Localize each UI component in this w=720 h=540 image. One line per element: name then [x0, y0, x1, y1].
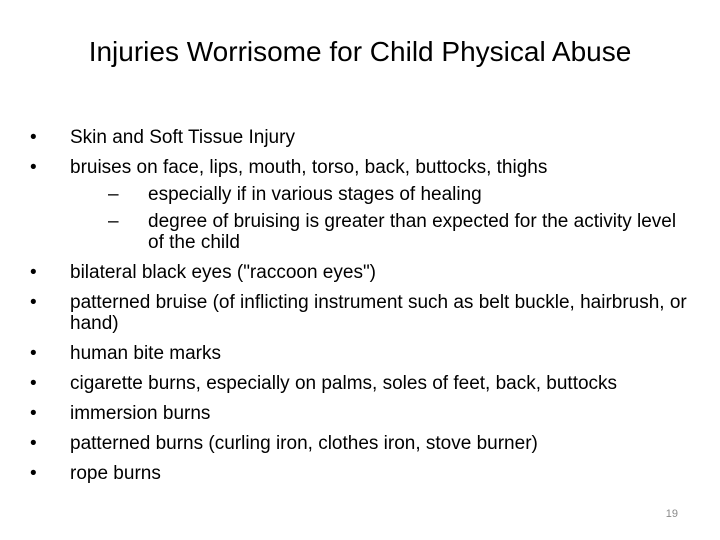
bullet-item: [30, 343, 690, 364]
bullet-text: bilateral black eyes ("raccoon eyes"): [70, 262, 377, 283]
sub-bullet-item: [88, 211, 690, 253]
sub-bullet-item: [88, 184, 690, 205]
bullet-text: immersion burns: [70, 403, 211, 424]
bullet-dot-icon: •: [30, 373, 37, 394]
bullet-text: Skin and Soft Tissue Injury: [70, 127, 295, 148]
bullet-dot-icon: •: [30, 463, 37, 484]
sub-bullet-list: [70, 184, 690, 253]
bullet-dot-icon: •: [30, 403, 37, 424]
bullet-dot-icon: •: [30, 433, 37, 454]
bullet-dot-icon: •: [30, 343, 37, 364]
dash-icon: –: [108, 184, 119, 205]
sub-bullet-text: degree of bruising is greater than expected for the activity level of the child: [148, 211, 677, 253]
bullet-item: [30, 373, 690, 394]
sub-bullet-text: especially if in various stages of healing: [148, 184, 482, 205]
bullet-text: cigarette burns, especially on palms, soles of feet, back, buttocks: [70, 373, 618, 394]
bullet-text: rope burns: [70, 463, 161, 484]
bullet-item: [30, 292, 690, 334]
bullet-item: [30, 403, 690, 424]
bullet-item: [30, 157, 690, 253]
bullet-text: bruises on face, lips, mouth, torso, back, buttocks, thighs: [70, 157, 548, 178]
bullet-text: patterned bruise (of inflicting instrument such as belt buckle, hairbrush, or hand): [70, 292, 687, 334]
bullet-text: patterned burns (curling iron, clothes iron, stove burner): [70, 433, 538, 454]
bullet-text: human bite marks: [70, 343, 222, 364]
bullet-dot-icon: •: [30, 127, 37, 148]
dash-icon: –: [108, 211, 119, 232]
slide-title: Injuries Worrisome for Child Physical Abuse: [88, 36, 632, 67]
bullet-dot-icon: •: [30, 157, 37, 178]
bullet-item: [30, 433, 690, 454]
bullet-list: [30, 127, 690, 493]
bullet-dot-icon: •: [30, 262, 37, 283]
page-number: 19: [665, 508, 678, 520]
bullet-item: [30, 463, 690, 484]
bullet-item: [30, 262, 690, 283]
bullet-item: [30, 127, 690, 148]
bullet-dot-icon: •: [30, 292, 37, 313]
